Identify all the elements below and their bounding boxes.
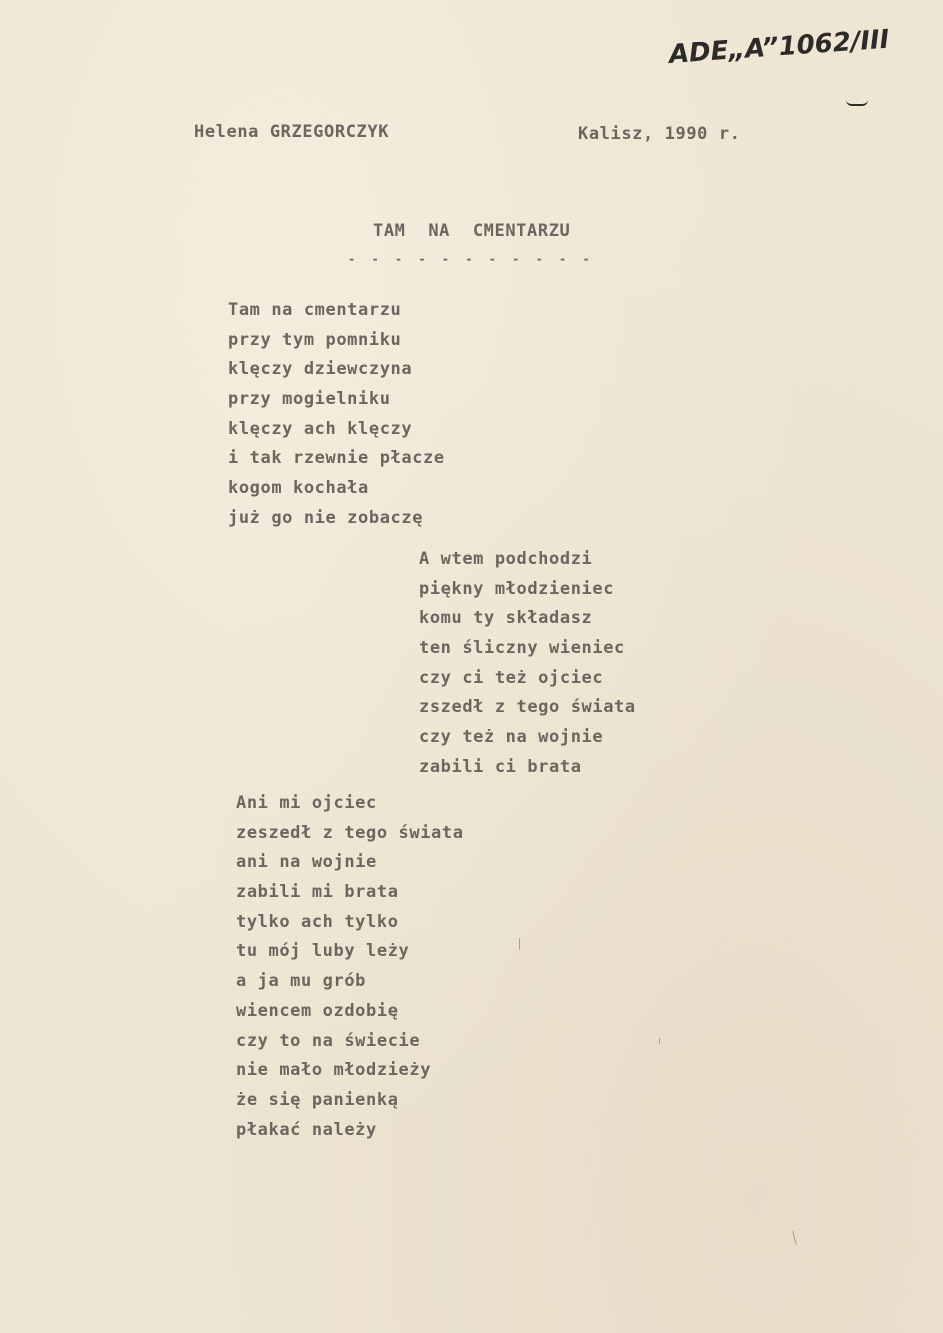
stanza-2 [419, 545, 636, 783]
title-underline: - - - - - - - - - - - [348, 252, 595, 266]
poem-line: płakać należy [236, 1119, 377, 1140]
poem-line: zabili ci brata [419, 756, 582, 777]
poem-line: nie mało młodzieży [236, 1060, 432, 1081]
poem-line: czy ci też ojciec [419, 667, 604, 688]
poem-line: tylko ach tylko [236, 911, 399, 932]
paper-speck [519, 938, 520, 950]
poem-line: i tak rzewnie płacze [228, 448, 445, 469]
poem-line: zeszedł z tego świata [236, 822, 464, 843]
poem-line: zszedł z tego świata [419, 697, 636, 718]
poem-line: czy to na świecie [236, 1030, 421, 1051]
poem-line: kogom kochała [228, 478, 369, 499]
poem-line: piękny młodzieniec [419, 578, 615, 599]
poem-line: Ani mi ojciec [236, 793, 377, 813]
poem-line: ani na wojnie [236, 852, 377, 873]
poem-line: zabili mi brata [236, 882, 399, 903]
poem-line: czy też na wojnie [419, 727, 604, 748]
poem-line: klęczy dziewczyna [228, 359, 413, 380]
poem-line: tu mój luby leży [236, 941, 410, 962]
poem-line: ten śliczny wieniec [419, 638, 625, 659]
paper-speck [659, 1038, 660, 1044]
paper-speck [792, 1231, 797, 1245]
poem-line: komu ty składasz [419, 608, 593, 629]
archive-signature: ADE„A”1062/III [668, 24, 891, 70]
stanza-1 [228, 296, 445, 534]
poem-line: a ja mu grób [236, 971, 367, 992]
poem-line: już go nie zobaczę [228, 507, 424, 528]
stanza-3 [236, 789, 464, 1145]
poem-line: Tam na cmentarzu [228, 300, 402, 320]
poem-line: klęczy ach klęczy [228, 418, 413, 439]
place-date: Kalisz, 1990 r. [578, 124, 741, 144]
poem-line: przy mogielniku [228, 389, 391, 410]
poem-line: A wtem podchodzi [419, 549, 593, 569]
poem-title: TAM NA CMENTARZU [373, 221, 571, 241]
poem-line: wiencem ozdobię [236, 1000, 399, 1021]
author-name: Helena GRZEGORCZYK [194, 122, 390, 142]
signature-underline [846, 100, 868, 106]
poem-line: że się panienką [236, 1089, 399, 1110]
poem-line: przy tym pomniku [228, 329, 402, 350]
